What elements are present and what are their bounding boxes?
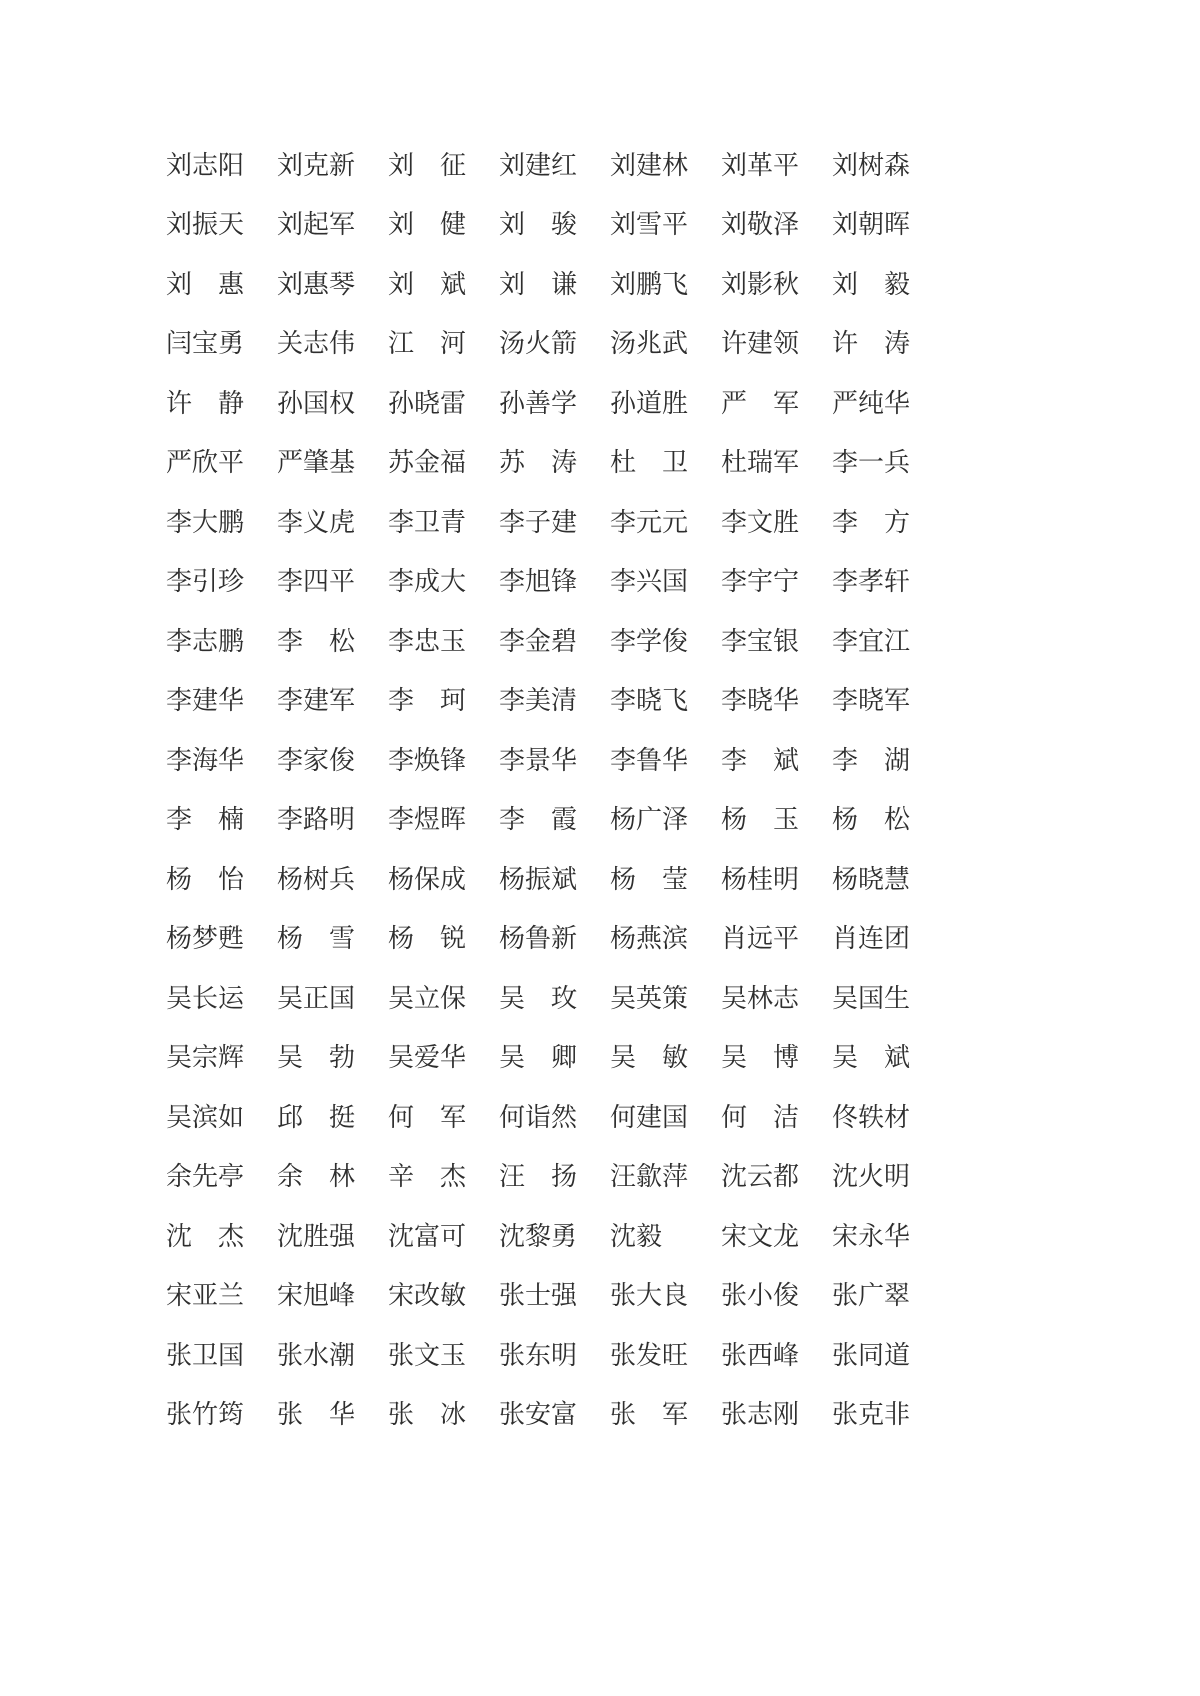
name-item: 肖远平 (721, 924, 800, 954)
name-item: 孙晓雷 (388, 388, 467, 418)
name-item: 何 军 (388, 1102, 467, 1132)
name-item: 李忠玉 (388, 626, 467, 656)
name-item: 杨鲁新 (499, 924, 578, 954)
name-item: 吴 玫 (499, 983, 578, 1013)
name-item: 李晓华 (721, 686, 800, 716)
name-item: 刘朝晖 (832, 210, 911, 240)
name-item: 肖连团 (832, 924, 911, 954)
name-item: 严肇基 (277, 448, 356, 478)
name-item: 沈火明 (832, 1162, 911, 1192)
name-item: 李孝轩 (832, 567, 911, 597)
name-item: 沈富可 (388, 1221, 467, 1251)
name-item: 张安富 (499, 1400, 578, 1430)
name-item: 李元元 (610, 507, 689, 537)
name-item: 张 冰 (388, 1400, 467, 1430)
name-item: 李引珍 (166, 567, 245, 597)
name-item: 李 松 (277, 626, 356, 656)
name-item: 刘振天 (166, 210, 245, 240)
name-item: 刘建林 (610, 150, 689, 180)
name-item: 李旭锋 (499, 567, 578, 597)
name-item: 吴 敏 (610, 1043, 689, 1073)
name-item: 杨桂明 (721, 864, 800, 894)
name-item: 张西峰 (721, 1340, 800, 1370)
name-item: 李煜晖 (388, 805, 467, 835)
name-item: 汪 扬 (499, 1162, 578, 1192)
name-item: 杜瑞军 (721, 448, 800, 478)
name-item: 沈云都 (721, 1162, 800, 1192)
name-item: 吴正国 (277, 983, 356, 1013)
name-item: 吴国生 (832, 983, 911, 1013)
name-item: 刘克新 (277, 150, 356, 180)
name-item: 张水潮 (277, 1340, 356, 1370)
name-item: 张东明 (499, 1340, 578, 1370)
name-item: 何建国 (610, 1102, 689, 1132)
name-item: 吴林志 (721, 983, 800, 1013)
name-item: 李晓军 (832, 686, 911, 716)
name-item: 杨 怡 (166, 864, 245, 894)
name-item: 孙善学 (499, 388, 578, 418)
name-item: 李金碧 (499, 626, 578, 656)
name-item: 杨燕滨 (610, 924, 689, 954)
name-item: 李 楠 (166, 805, 245, 835)
name-item: 刘敬泽 (721, 210, 800, 240)
name-item: 李四平 (277, 567, 356, 597)
name-item: 李晓飞 (610, 686, 689, 716)
name-item: 江 河 (388, 329, 467, 359)
name-item: 杨 玉 (721, 805, 800, 835)
name-item: 刘惠琴 (277, 269, 356, 299)
name-item: 李宝银 (721, 626, 800, 656)
name-item: 刘雪平 (610, 210, 689, 240)
name-item: 李学俊 (610, 626, 689, 656)
name-item: 吴 勃 (277, 1043, 356, 1073)
name-item: 李海华 (166, 745, 245, 775)
name-item: 李义虎 (277, 507, 356, 537)
name-item: 李美清 (499, 686, 578, 716)
name-item: 沈毅 (610, 1221, 663, 1251)
name-item: 刘 健 (388, 210, 467, 240)
name-item: 李景华 (499, 745, 578, 775)
name-item: 张发旺 (610, 1340, 689, 1370)
name-item: 刘树森 (832, 150, 911, 180)
name-item: 吴 博 (721, 1043, 800, 1073)
name-item: 李 方 (832, 507, 911, 537)
name-item: 杨 松 (832, 805, 911, 835)
name-item: 刘 毅 (832, 269, 911, 299)
name-item: 张广翠 (832, 1281, 911, 1311)
name-item: 李卫青 (388, 507, 467, 537)
name-item: 张大良 (610, 1281, 689, 1311)
name-item: 宋改敏 (388, 1281, 467, 1311)
name-item: 苏 涛 (499, 448, 578, 478)
name-item: 闫宝勇 (166, 329, 245, 359)
name-item: 刘建红 (499, 150, 578, 180)
name-item: 杨 莹 (610, 864, 689, 894)
name-item: 李宜江 (832, 626, 911, 656)
names-grid (166, 136, 911, 1445)
name-item: 李 霞 (499, 805, 578, 835)
name-item: 辛 杰 (388, 1162, 467, 1192)
name-item: 吴英策 (610, 983, 689, 1013)
name-item: 杨晓慧 (832, 864, 911, 894)
name-item: 张竹筠 (166, 1400, 245, 1430)
name-item: 沈黎勇 (499, 1221, 578, 1251)
name-item: 杨保成 (388, 864, 467, 894)
name-item: 沈胜强 (277, 1221, 356, 1251)
name-item: 吴长运 (166, 983, 245, 1013)
name-item: 邱 挺 (277, 1102, 356, 1132)
name-item: 张小俊 (721, 1281, 800, 1311)
name-item: 许 涛 (832, 329, 911, 359)
name-item: 刘 骏 (499, 210, 578, 240)
name-item: 严纯华 (832, 388, 911, 418)
name-item: 吴 卿 (499, 1043, 578, 1073)
name-item: 何 洁 (721, 1102, 800, 1132)
name-item: 刘革平 (721, 150, 800, 180)
name-item: 张 华 (277, 1400, 356, 1430)
name-item: 刘 谦 (499, 269, 578, 299)
name-item: 李兴国 (610, 567, 689, 597)
name-item: 汤兆武 (610, 329, 689, 359)
name-item: 李建军 (277, 686, 356, 716)
name-item: 李宇宁 (721, 567, 800, 597)
name-item: 李子建 (499, 507, 578, 537)
name-item: 余 林 (277, 1162, 356, 1192)
name-item: 张士强 (499, 1281, 578, 1311)
name-item: 刘 惠 (166, 269, 245, 299)
name-item: 李一兵 (832, 448, 911, 478)
name-item: 许 静 (166, 388, 245, 418)
name-item: 宋文龙 (721, 1221, 800, 1251)
name-item: 沈 杰 (166, 1221, 245, 1251)
name-item: 刘影秋 (721, 269, 800, 299)
name-item: 何诣然 (499, 1102, 578, 1132)
name-item: 李 湖 (832, 745, 911, 775)
name-item: 汪歙萍 (610, 1162, 689, 1192)
name-item: 宋旭峰 (277, 1281, 356, 1311)
name-item: 李志鹏 (166, 626, 245, 656)
name-item: 李成大 (388, 567, 467, 597)
name-item: 张文玉 (388, 1340, 467, 1370)
name-item: 李鲁华 (610, 745, 689, 775)
name-item: 杨广泽 (610, 805, 689, 835)
name-item: 孙道胜 (610, 388, 689, 418)
name-item: 张 军 (610, 1400, 689, 1430)
name-item: 苏金福 (388, 448, 467, 478)
name-item: 吴 斌 (832, 1043, 911, 1073)
name-item: 李建华 (166, 686, 245, 716)
name-item: 吴爱华 (388, 1043, 467, 1073)
name-item: 刘志阳 (166, 150, 245, 180)
name-item: 李大鹏 (166, 507, 245, 537)
name-item: 杨 雪 (277, 924, 356, 954)
name-item: 李 珂 (388, 686, 467, 716)
name-item: 汤火箭 (499, 329, 578, 359)
name-item: 李 斌 (721, 745, 800, 775)
name-item: 杨梦甦 (166, 924, 245, 954)
name-item: 杨振斌 (499, 864, 578, 894)
name-item: 张同道 (832, 1340, 911, 1370)
name-item: 杜 卫 (610, 448, 689, 478)
name-item: 张卫国 (166, 1340, 245, 1370)
name-item: 严 军 (721, 388, 800, 418)
name-item: 张志刚 (721, 1400, 800, 1430)
name-item: 杨树兵 (277, 864, 356, 894)
name-item: 刘 斌 (388, 269, 467, 299)
name-item: 刘 征 (388, 150, 467, 180)
name-item: 刘起军 (277, 210, 356, 240)
name-item: 杨 锐 (388, 924, 467, 954)
name-item: 关志伟 (277, 329, 356, 359)
name-item: 许建领 (721, 329, 800, 359)
name-item: 吴宗辉 (166, 1043, 245, 1073)
name-item: 李家俊 (277, 745, 356, 775)
name-item: 余先亭 (166, 1162, 245, 1192)
name-item: 孙国权 (277, 388, 356, 418)
name-item: 吴立保 (388, 983, 467, 1013)
name-item: 严欣平 (166, 448, 245, 478)
name-item: 张克非 (832, 1400, 911, 1430)
name-item: 刘鹏飞 (610, 269, 689, 299)
name-item: 李文胜 (721, 507, 800, 537)
name-item: 李路明 (277, 805, 356, 835)
name-item: 佟轶材 (832, 1102, 911, 1132)
name-item: 宋亚兰 (166, 1281, 245, 1311)
name-item: 吴滨如 (166, 1102, 245, 1132)
name-item: 宋永华 (832, 1221, 911, 1251)
name-item: 李焕锋 (388, 745, 467, 775)
